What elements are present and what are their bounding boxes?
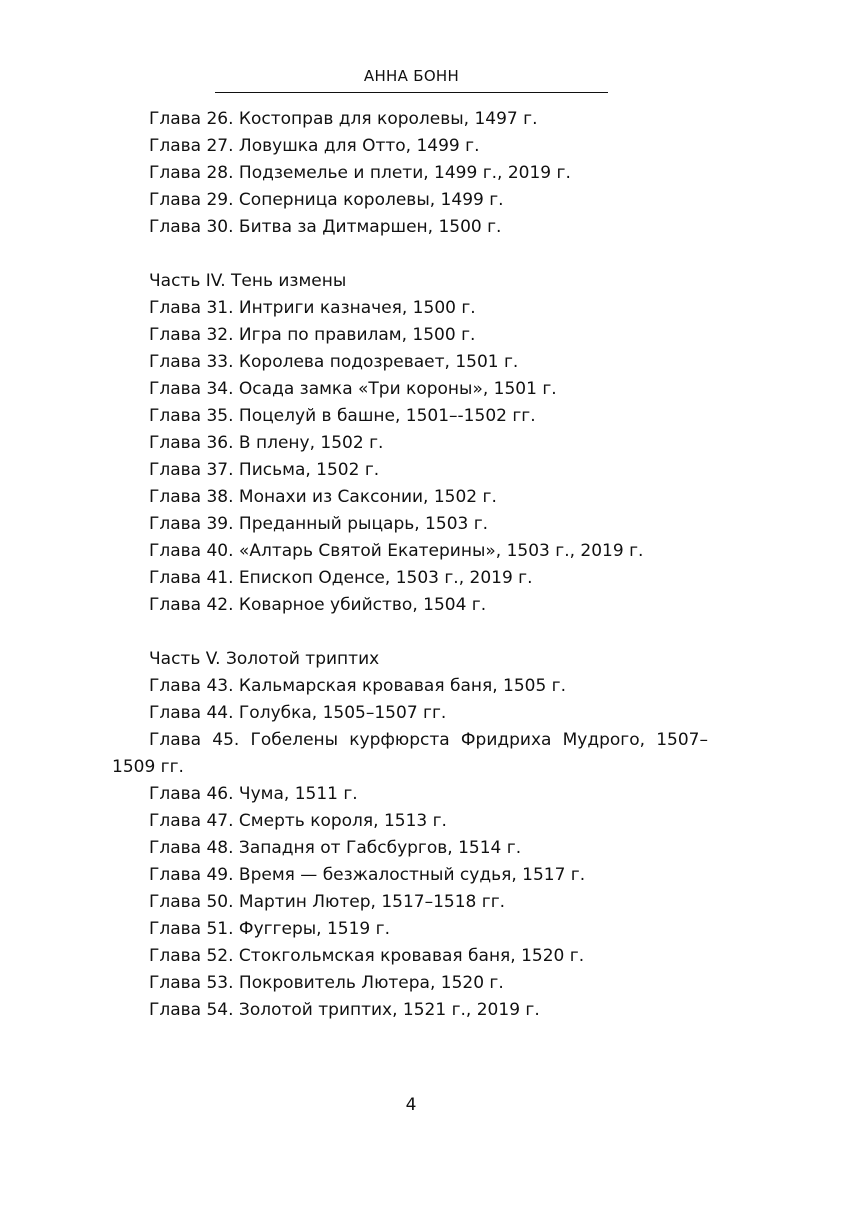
- toc-entry-ch45: Глава 45. Гобелены курфюрста Фридриха Мудрого, 1507–: [149, 730, 708, 750]
- toc-entry-ch45-continued: 1509 гг.: [112, 757, 184, 777]
- section-gap: [112, 241, 708, 268]
- toc-entry-ch53: Глава 53. Покровитель Лютера, 1520 г.: [149, 973, 504, 993]
- toc-entry-ch41: Глава 41. Епископ Оденсе, 1503 г., 2019 г.: [149, 568, 533, 588]
- toc-entry-ch28: Глава 28. Подземелье и плети, 1499 г., 2019 г.: [149, 163, 571, 183]
- toc-entry-ch27: Глава 27. Ловушка для Отто, 1499 г.: [149, 136, 480, 156]
- section-gap: [112, 619, 708, 646]
- toc-entry-ch39: Глава 39. Преданный рыцарь, 1503 г.: [149, 514, 489, 534]
- toc-entry-ch42: Глава 42. Коварное убийство, 1504 г.: [149, 595, 487, 615]
- toc-entry-ch52: Глава 52. Стокгольмская кровавая баня, 1520 г.: [149, 946, 585, 966]
- author-name: АННА БОНН: [363, 67, 460, 85]
- toc-entry-ch36: Глава 36. В плену, 1502 г.: [149, 433, 384, 453]
- toc-entry-ch33: Глава 33. Королева подозревает, 1501 г.: [149, 352, 519, 372]
- toc-entry-ch35: Глава 35. Поцелуй в башне, 1501–-1502 гг.: [149, 406, 536, 426]
- toc-entry-ch50: Глава 50. Мартин Лютер, 1517–1518 гг.: [149, 892, 506, 912]
- toc-entry-ch49: Глава 49. Время — безжалостный судья, 1517 г.: [149, 865, 586, 885]
- toc-entry-ch48: Глава 48. Западня от Габсбургов, 1514 г.: [149, 838, 522, 858]
- toc-entry-ch31: Глава 31. Интриги казначея, 1500 г.: [149, 298, 476, 318]
- toc-part-5-title: Часть V. Золотой триптих: [149, 649, 380, 669]
- table-of-contents: [112, 106, 708, 1024]
- toc-entry-ch46: Глава 46. Чума, 1511 г.: [149, 784, 358, 804]
- page-number: 4: [405, 1095, 417, 1115]
- toc-entry-ch29: Глава 29. Соперница королевы, 1499 г.: [149, 190, 504, 210]
- toc-entry-ch40: Глава 40. «Алтарь Святой Екатерины», 1503 г., 2019 г.: [149, 541, 644, 561]
- toc-entry-ch30: Глава 30. Битва за Дитмаршен, 1500 г.: [149, 217, 502, 237]
- toc-entry-ch51: Глава 51. Фуггеры, 1519 г.: [149, 919, 390, 939]
- running-header: [215, 66, 608, 93]
- toc-entry-ch37: Глава 37. Письма, 1502 г.: [149, 460, 380, 480]
- toc-entry-ch47: Глава 47. Смерть короля, 1513 г.: [149, 811, 447, 831]
- toc-part-4-title: Часть IV. Тень измены: [149, 271, 347, 291]
- toc-entry-ch44: Глава 44. Голубка, 1505–1507 гг.: [149, 703, 447, 723]
- toc-entry-ch34: Глава 34. Осада замка «Три короны», 1501 г.: [149, 379, 557, 399]
- toc-entry-ch54: Глава 54. Золотой триптих, 1521 г., 2019 г.: [149, 1000, 540, 1020]
- toc-entry-ch38: Глава 38. Монахи из Саксонии, 1502 г.: [149, 487, 497, 507]
- toc-entry-ch43: Глава 43. Кальмарская кровавая баня, 1505 г.: [149, 676, 567, 696]
- toc-entry-ch26: Глава 26. Костоправ для королевы, 1497 г.: [149, 109, 538, 129]
- toc-entry-ch32: Глава 32. Игра по правилам, 1500 г.: [149, 325, 476, 345]
